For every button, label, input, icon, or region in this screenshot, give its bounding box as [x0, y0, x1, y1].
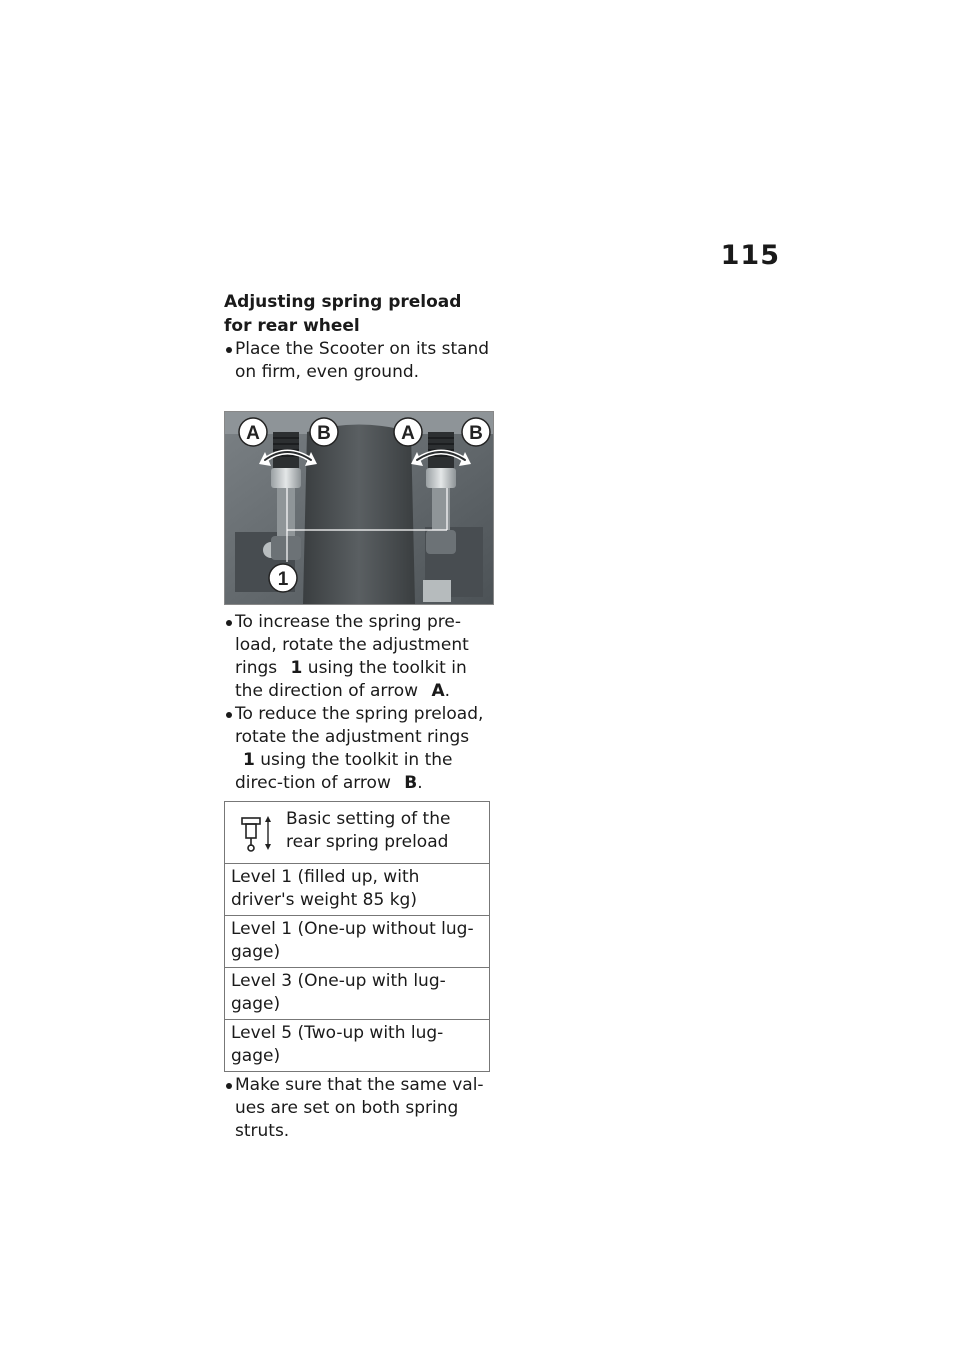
spring-preload-spec-table	[224, 801, 490, 1072]
spec-row: Level 1 (One-up without lug-gage)	[225, 916, 490, 968]
spring-preload-icon	[237, 814, 277, 854]
step-place-scooter: Place the Scooter on its stand on firm, even ground.	[224, 338, 494, 384]
spec-header-row	[225, 802, 490, 864]
suspension-illustration	[225, 412, 493, 604]
step-increase-preload: To increase the spring pre-load, rotate the adjustment rings 1 using the toolkit in the direction of arrow A.	[224, 611, 494, 703]
spec-header-text: Basic setting of the rear spring preload	[286, 809, 451, 852]
ref-ring-1: 1	[290, 658, 303, 678]
figure-label-1: 1	[277, 569, 289, 590]
step-check-both-struts: Make sure that the same val-ues are set on both spring struts.	[224, 1074, 494, 1143]
section-heading: Adjusting spring preload for rear wheel	[224, 292, 462, 336]
suspension-figure	[224, 411, 494, 605]
spec-row: Level 5 (Two-up with lug-gage)	[225, 1020, 490, 1072]
figure-label-b-right: B	[469, 423, 483, 444]
ref-arrow-b: B	[404, 773, 418, 793]
page-number: 115	[720, 240, 780, 271]
spec-row: Level 3 (One-up with lug-gage)	[225, 968, 490, 1020]
figure-label-a-left: A	[246, 423, 260, 444]
step-reduce-preload: To reduce the spring preload, rotate the adjustment rings 1 using the toolkit in the direc-tion of arrow B.	[224, 703, 494, 795]
page-content	[224, 290, 494, 1143]
ref-ring-1: 1	[243, 750, 255, 770]
spec-row: Level 1 (filled up, with driver's weight 85 kg)	[225, 864, 490, 916]
ref-arrow-a: A	[431, 681, 445, 701]
figure-label-a-right: A	[401, 423, 415, 444]
figure-label-b-left: B	[317, 423, 331, 444]
